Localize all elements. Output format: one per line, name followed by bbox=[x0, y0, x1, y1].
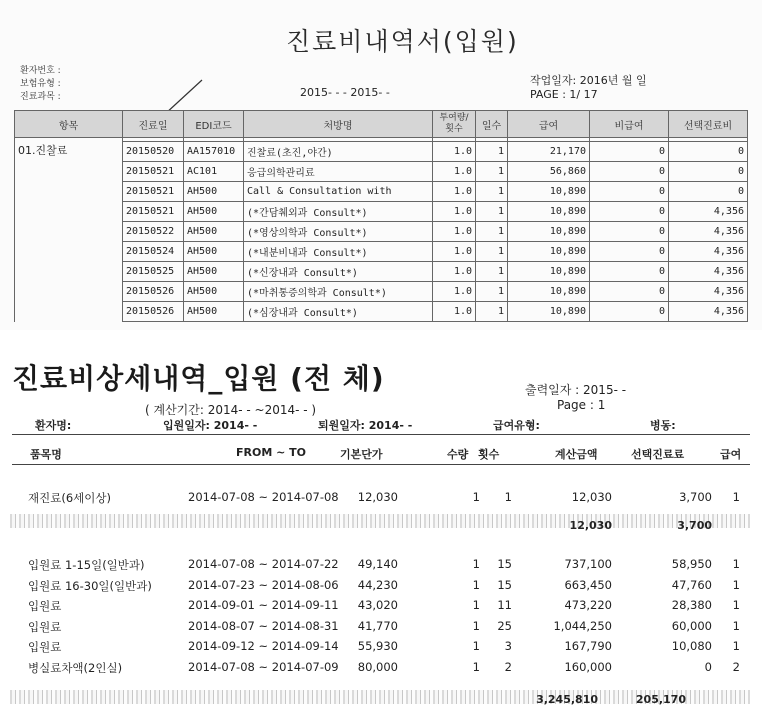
prescription-cell: (*간담췌외과 Consult*) bbox=[244, 202, 433, 222]
select-fee-cell: 4,356 bbox=[669, 302, 748, 322]
table-row bbox=[15, 282, 748, 302]
edi-code-cell: AH500 bbox=[184, 282, 244, 302]
payment-type-label: 급여유형: bbox=[493, 419, 540, 432]
select-fee-cell: 4,356 bbox=[669, 282, 748, 302]
dose-cell: 1.0 bbox=[433, 142, 476, 162]
table-row bbox=[15, 302, 748, 322]
item-name-cell: 병실료차액(2인실) bbox=[28, 660, 123, 675]
amount-cell: 473,220 bbox=[564, 598, 612, 612]
times-cell: 15 bbox=[497, 557, 512, 571]
category-cell bbox=[15, 162, 123, 182]
header-pay: 급여 bbox=[508, 111, 590, 138]
col-amount: 계산금액 bbox=[555, 448, 598, 461]
dose-cell: 1.0 bbox=[433, 262, 476, 282]
times-cell: 25 bbox=[497, 618, 512, 633]
nonpay-cell: 0 bbox=[590, 242, 669, 262]
quantity-cell: 1 bbox=[472, 577, 480, 592]
quantity-cell: 1 bbox=[472, 659, 480, 674]
patient-number-label: 환자번호 : bbox=[20, 66, 61, 76]
table-row bbox=[0, 557, 762, 575]
nonpay-cell: 0 bbox=[590, 182, 669, 202]
header-days: 일수 bbox=[476, 111, 508, 138]
table-row bbox=[0, 639, 762, 657]
patient-name-label: 환자명: bbox=[35, 419, 72, 432]
header-top-rule bbox=[12, 434, 750, 435]
table-row bbox=[15, 202, 748, 222]
days-cell: 1 bbox=[476, 302, 508, 322]
date-cell: 20150521 bbox=[123, 182, 184, 202]
days-cell: 1 bbox=[476, 182, 508, 202]
pay-cell: 10,890 bbox=[508, 302, 590, 322]
unit-price-cell: 55,930 bbox=[357, 639, 398, 653]
period-cell: 2014-07-23 ~ 2014-08-06 bbox=[188, 577, 339, 592]
days-cell: 1 bbox=[476, 222, 508, 242]
edi-code-cell: AH500 bbox=[184, 302, 244, 322]
document-title: 진료비내역서(입원) bbox=[286, 27, 519, 56]
pay-cell: 1 bbox=[732, 557, 740, 571]
pay-cell: 10,890 bbox=[508, 282, 590, 302]
nonpay-cell: 0 bbox=[590, 302, 669, 322]
select-fee-cell: 4,356 bbox=[669, 222, 748, 242]
col-quantity: 수량 bbox=[447, 448, 469, 461]
prescription-cell: (*마취통증의학과 Consult*) bbox=[244, 282, 433, 302]
scan-noise bbox=[10, 514, 750, 528]
date-cell: 20150526 bbox=[123, 282, 184, 302]
period-cell: 2014-07-08 ~ 2014-07-09 bbox=[188, 659, 339, 674]
pay-cell: 10,890 bbox=[508, 262, 590, 282]
table-row bbox=[0, 598, 762, 616]
header-prescription: 처방명 bbox=[244, 111, 433, 138]
select-fee-cell: 0 bbox=[669, 182, 748, 202]
unit-price-cell: 41,770 bbox=[357, 618, 398, 633]
table-row bbox=[15, 162, 748, 182]
pay-cell: 21,170 bbox=[508, 142, 590, 162]
subtotal1-select: 3,700 bbox=[677, 519, 712, 532]
days-cell: 1 bbox=[476, 242, 508, 262]
page-indicator-2: Page : 1 bbox=[557, 398, 606, 412]
admission-bill-document bbox=[0, 0, 762, 330]
edi-code-cell: AH500 bbox=[184, 222, 244, 242]
prescription-cell: 응급의학관리료 bbox=[244, 162, 433, 182]
calculation-period: ( 계산기간: 2014- - ~2014- - ) bbox=[145, 403, 317, 417]
period-cell: 2014-09-01 ~ 2014-09-11 bbox=[188, 598, 339, 612]
category-cell bbox=[15, 222, 123, 242]
table-row bbox=[15, 262, 748, 282]
pay-cell: 1 bbox=[732, 490, 740, 504]
unit-price-cell: 49,140 bbox=[357, 557, 398, 571]
edi-code-cell: AH500 bbox=[184, 202, 244, 222]
pay-cell: 56,860 bbox=[508, 162, 590, 182]
amount-cell: 167,790 bbox=[564, 639, 612, 653]
print-date: 출력일자 : 2015- - bbox=[525, 383, 627, 397]
prescription-cell: Call & Consultation with bbox=[244, 182, 433, 202]
table-row bbox=[0, 490, 762, 508]
bill-table bbox=[14, 110, 748, 322]
edi-code-cell: AH500 bbox=[184, 242, 244, 262]
header-bottom-rule bbox=[12, 464, 750, 465]
item-name-cell: 입원료 bbox=[28, 640, 62, 654]
billing-period: 2015- - - 2015- - bbox=[300, 86, 390, 99]
subtotal2-select: 205,170 bbox=[635, 693, 686, 706]
insurance-type-label: 보험유형 : bbox=[20, 79, 61, 89]
pay-cell: 10,890 bbox=[508, 222, 590, 242]
quantity-cell: 1 bbox=[472, 618, 480, 633]
date-cell: 20150521 bbox=[123, 202, 184, 222]
dose-cell: 1.0 bbox=[433, 182, 476, 202]
document-title-2: 진료비상세내역_입원 (전 체) bbox=[12, 362, 385, 395]
pay-cell: 10,890 bbox=[508, 182, 590, 202]
select-fee-cell: 3,700 bbox=[679, 490, 712, 504]
page-indicator: PAGE : 1/ 17 bbox=[530, 88, 598, 101]
table-row bbox=[15, 242, 748, 262]
date-cell: 20150526 bbox=[123, 302, 184, 322]
nonpay-cell: 0 bbox=[590, 162, 669, 182]
prescription-cell: (*신장내과 Consult*) bbox=[244, 262, 433, 282]
date-cell: 20150525 bbox=[123, 262, 184, 282]
days-cell: 1 bbox=[476, 282, 508, 302]
amount-cell: 1,044,250 bbox=[553, 618, 612, 633]
select-fee-cell: 0 bbox=[669, 162, 748, 182]
date-cell: 20150522 bbox=[123, 222, 184, 242]
times-cell: 11 bbox=[497, 598, 512, 612]
col-period: FROM ~ TO bbox=[236, 446, 307, 459]
date-cell: 20150524 bbox=[123, 242, 184, 262]
pay-cell: 10,890 bbox=[508, 202, 590, 222]
select-fee-cell: 47,760 bbox=[671, 577, 712, 592]
amount-cell: 663,450 bbox=[564, 577, 612, 592]
category-cell bbox=[15, 242, 123, 262]
table-row bbox=[15, 222, 748, 242]
nonpay-cell: 0 bbox=[590, 142, 669, 162]
dose-cell: 1.0 bbox=[433, 162, 476, 182]
prescription-cell: (*심장내과 Consult*) bbox=[244, 302, 433, 322]
subtotal1-amount: 12,030 bbox=[569, 519, 612, 532]
times-cell: 3 bbox=[504, 639, 512, 653]
prescription-cell: (*영상의학과 Consult*) bbox=[244, 222, 433, 242]
edi-code-cell: AH500 bbox=[184, 182, 244, 202]
admission-date-label: 입원일자: 2014- - bbox=[163, 419, 258, 432]
times-cell: 1 bbox=[504, 490, 512, 504]
discharge-date-label: 퇴원일자: 2014- - bbox=[318, 419, 413, 432]
dose-cell: 1.0 bbox=[433, 282, 476, 302]
select-fee-cell: 0 bbox=[704, 659, 712, 674]
dose-cell: 1.0 bbox=[433, 222, 476, 242]
quantity-cell: 1 bbox=[472, 490, 480, 504]
nonpay-cell: 0 bbox=[590, 202, 669, 222]
item-name-cell: 재진료(6세이상) bbox=[28, 491, 111, 505]
unit-price-cell: 43,020 bbox=[357, 598, 398, 612]
table-row bbox=[15, 182, 748, 202]
pay-cell: 1 bbox=[732, 598, 740, 612]
dose-cell: 1.0 bbox=[433, 202, 476, 222]
dose-cell: 1.0 bbox=[433, 242, 476, 262]
date-cell: 20150520 bbox=[123, 142, 184, 162]
subtotal2-amount: 3,245,810 bbox=[536, 693, 598, 706]
select-fee-cell: 10,080 bbox=[671, 639, 712, 653]
col-pay: 급여 bbox=[720, 448, 742, 461]
item-name-cell: 입원료 1-15일(일반과) bbox=[28, 558, 145, 572]
period-cell: 2014-09-12 ~ 2014-09-14 bbox=[188, 639, 339, 653]
select-fee-cell: 58,950 bbox=[671, 557, 712, 571]
date-cell: 20150521 bbox=[123, 162, 184, 182]
pay-cell: 10,890 bbox=[508, 242, 590, 262]
table-row bbox=[0, 660, 762, 678]
header-nonpay: 비급여 bbox=[590, 111, 669, 138]
period-cell: 2014-07-08 ~ 2014-07-22 bbox=[188, 557, 339, 571]
header-edi-code: EDI코드 bbox=[184, 111, 244, 138]
category-cell: 01.진찰료 bbox=[15, 142, 123, 162]
col-item-name: 품목명 bbox=[30, 448, 62, 461]
pay-cell: 1 bbox=[732, 639, 740, 653]
col-unit-price: 기본단가 bbox=[340, 448, 383, 461]
edi-code-cell: AC101 bbox=[184, 162, 244, 182]
amount-cell: 160,000 bbox=[564, 659, 612, 674]
item-name-cell: 입원료 16-30일(일반과) bbox=[28, 578, 152, 593]
amount-cell: 737,100 bbox=[564, 557, 612, 571]
category-cell bbox=[15, 262, 123, 282]
item-name-cell: 입원료 bbox=[28, 619, 62, 634]
prescription-cell: (*내분비내과 Consult*) bbox=[244, 242, 433, 262]
unit-price-cell: 12,030 bbox=[357, 490, 398, 504]
work-date: 작업일자: 2016년 월 일 bbox=[530, 74, 647, 87]
category-cell bbox=[15, 282, 123, 302]
days-cell: 1 bbox=[476, 202, 508, 222]
ward-label: 병동: bbox=[650, 419, 676, 432]
pay-cell: 1 bbox=[732, 577, 740, 592]
table-row bbox=[0, 578, 762, 596]
select-fee-cell: 4,356 bbox=[669, 242, 748, 262]
col-times: 횟수 bbox=[478, 448, 500, 461]
select-fee-cell: 0 bbox=[669, 142, 748, 162]
header-dose: 투여량/횟수 bbox=[433, 111, 476, 138]
days-cell: 1 bbox=[476, 142, 508, 162]
period-cell: 2014-07-08 ~ 2014-07-08 bbox=[188, 490, 339, 504]
times-cell: 2 bbox=[504, 659, 512, 674]
category-cell bbox=[15, 202, 123, 222]
category-cell bbox=[15, 182, 123, 202]
quantity-cell: 1 bbox=[472, 639, 480, 653]
days-cell: 1 bbox=[476, 262, 508, 282]
times-cell: 15 bbox=[497, 577, 512, 592]
days-cell: 1 bbox=[476, 162, 508, 182]
unit-price-cell: 44,230 bbox=[357, 577, 398, 592]
prescription-cell: 진찰료(초진,야간) bbox=[244, 142, 433, 162]
select-fee-cell: 28,380 bbox=[671, 598, 712, 612]
header-date: 진료일 bbox=[123, 111, 184, 138]
select-fee-cell: 4,356 bbox=[669, 262, 748, 282]
select-fee-cell: 4,356 bbox=[669, 202, 748, 222]
edi-code-cell: AH500 bbox=[184, 262, 244, 282]
table-row bbox=[0, 619, 762, 637]
quantity-cell: 1 bbox=[472, 557, 480, 571]
amount-cell: 12,030 bbox=[571, 490, 612, 504]
category-cell bbox=[15, 302, 123, 322]
nonpay-cell: 0 bbox=[590, 222, 669, 242]
select-fee-cell: 60,000 bbox=[671, 618, 712, 633]
nonpay-cell: 0 bbox=[590, 282, 669, 302]
period-cell: 2014-08-07 ~ 2014-08-31 bbox=[188, 618, 339, 633]
pay-cell: 1 bbox=[732, 618, 740, 633]
edi-code-cell: AA157010 bbox=[184, 142, 244, 162]
unit-price-cell: 80,000 bbox=[357, 659, 398, 674]
quantity-cell: 1 bbox=[472, 598, 480, 612]
col-select-fee: 선택진료료 bbox=[631, 448, 685, 461]
table-row bbox=[15, 142, 748, 162]
department-label: 진료과목 : bbox=[20, 92, 61, 102]
pay-cell: 2 bbox=[732, 659, 740, 674]
table-header-row bbox=[15, 111, 748, 138]
dose-cell: 1.0 bbox=[433, 302, 476, 322]
nonpay-cell: 0 bbox=[590, 262, 669, 282]
header-select: 선택진료비 bbox=[669, 111, 748, 138]
header-item: 항목 bbox=[15, 111, 123, 138]
item-name-cell: 입원료 bbox=[28, 599, 62, 613]
